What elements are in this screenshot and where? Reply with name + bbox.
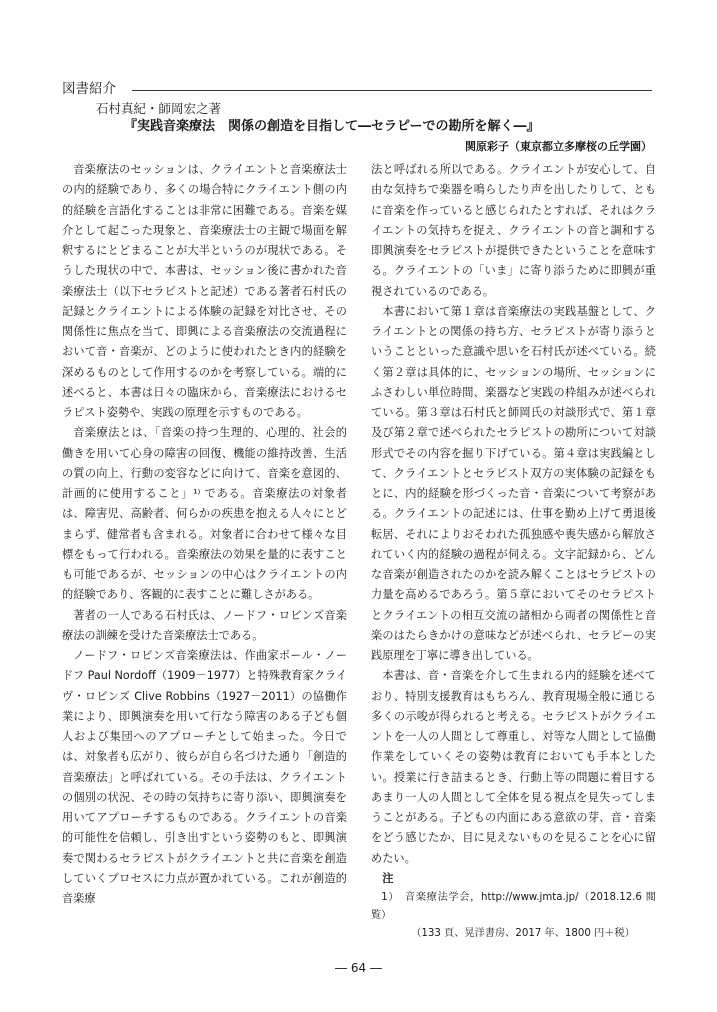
book-title: 『実践音楽療法 関係の創造を目指して―セラピーでの勘所を解く―』 bbox=[124, 119, 540, 134]
book-authors: 石村真紀・師岡宏之著 bbox=[96, 101, 222, 116]
page-number: ― 64 ― bbox=[335, 961, 382, 975]
paragraph: 音楽療法のセッションは、クライエントと音楽療法士の内的経験であり、多くの場合特にクライエント側の内的経験を言語化することは非常に困難である。音楽を媒介として起こった現象と、音楽療法士の主観で場面を解釈するにとどまることが大半というのが現状である。そうした現状の中で、本書は、セッション後に書かれた音楽療法士（以下セラピストと記述）である著者石村氏の記録とクライエントによる体験の記録を対比させ、その関係性に焦点を当て、即興による音楽療法の交流過程において音・音楽が、どのように使われたとき内的経験を深めるものとして作用するのかを考察している。端的に述べると、本書は日々の臨床から、音楽療法におけるセラピスト姿勢や、実践の原理を示すものである。 bbox=[62, 163, 347, 419]
section-label: 図書紹介 bbox=[62, 81, 116, 97]
paragraph: 法と呼ばれる所以である。クライエントが安心して、自由な気持ちで楽器を鳴らしたり声を出したりして、ともに音楽を作っていると感じられたとすれば、それはクライエントの気持ちを捉え、クライエントの音と調和する即興演奏をセラピストが提供できたということを意味する。クライエントの「いま」に寄り添うために即興が重視されているのである。 bbox=[371, 163, 656, 298]
paragraph: 著者の一人である石村氏は、ノードフ・ロビンズ音楽療法の訓練を受けた音楽療法士である。 bbox=[62, 608, 347, 642]
footnote: 1） 音楽療法学会，http://www.jmta.jp/（2018.12.6 閲覧） bbox=[371, 892, 656, 921]
paragraph: 本書において第１章は音楽療法の実践基盤として、クライエントとの関係の持ち方、セラピストが寄り添うということといった意識や思いを石村氏が述べている。続く第２章は具体的に、セッションの場所、セッションにふさわしい単位時間、楽器など実践の枠組みが述べられている。第３章は石村氏と師岡氏の対談形式で、第１章及び第２章で述べられたセラピストの勘所について対談形式でその内容を掘り下げている。第４章は実践編として、クライエントとセラピスト双方の実体験の記録をもとに、内的経験を形づくった音・音楽について考察がある。クライエントの記述には、仕事を勤め上げて勇退後転居、それによりおそわれた孤独感や喪失感から解放されていく内的経験の過程が伺える。文字記録から、どんな音楽が創造されたのかを読み解くことはセラピストの力量を高めるであろう。第５章においてそのセラピストとクライエントの相互交流の諸相から両者の関係性と音楽のはたらきかけの意味などが述べられ、セラピーの実践原理を丁寧に導き出している。 bbox=[371, 304, 656, 662]
section-header bbox=[62, 79, 652, 101]
paragraph: 本書は、音・音楽を介して生まれる内的経験を述べており、特別支援教育はもちろん、教育現場全般に通じる多くの示唆が得られると考える。セラピストがクライエントを一人の人間として尊重し、対等な人間として協働作業をしていくその姿勢は教育においても手本としたい。授業に行き詰まるとき、行動上等の問題に着目するあまり一人の人間として全体を見る視点を見失ってしまうことがある。子どもの内面にある意欲の芽、音・音楽をどう感じたか、目に見えないものを見ることを心に留めたい。 bbox=[371, 669, 656, 865]
section-divider bbox=[132, 90, 652, 91]
paragraph: ノードフ・ロビンズ音楽療法は、作曲家ポール・ノードフ Paul Nordoff（1909－1977）と特殊教育家クライヴ・ロビンズ Clive Robbins（1927－2011）の協働作業により、即興演奏を用いて行なう障害のある子ども個人および集団へのアプローチとして始まった。今日では、対象者も広がり、彼らが自ら名づけた通り「創造的音楽療法」と呼ばれている。その手法は、クライエントの個別の状況、その時の気持ちに寄り添い、即興演奏を用いてアプローチするものである。クライエントの音楽的可能性を信頼し、引き出すという姿勢のもと、即興演奏で関わるセラピストがクライエントと共に音楽を創造していくプロセスに力点が置かれている。これが創造的音楽療 bbox=[62, 649, 347, 905]
reviewer-name: 関原彩子（東京都立多摩桜の丘学園） bbox=[465, 140, 652, 153]
publication-info: （133 頁、晃洋書房、2017 年、1800 円＋税） bbox=[411, 928, 635, 939]
right-column bbox=[371, 160, 656, 943]
paragraph: 音楽療法とは、「音楽の持つ生理的、心理的、社会的働きを用いて心身の障害の回復、機能の維持改善、生活の質の向上、行動の変容などに向けて、音楽を意図的、計画的に使用すること」¹⁾ である。音楽療法の対象者は、障害児、高齢者、何らかの疾患を抱える人々にとどまらず、健常者も含まれる。対象者に合わせて様々な目標をもって行われる。音楽療法の効果を量的に表すことも可能であるが、セッションの中心はクライエントの内的経験であり、客観的に表すことに難しさがある。 bbox=[62, 426, 347, 602]
left-column bbox=[62, 160, 347, 909]
notes-heading: 注 bbox=[382, 871, 394, 885]
